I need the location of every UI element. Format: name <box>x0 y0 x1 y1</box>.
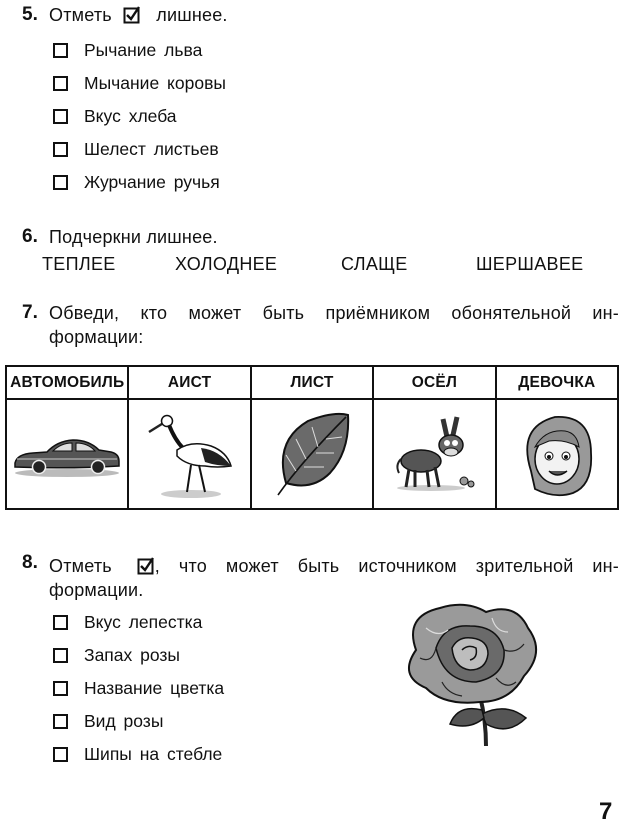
donkey-icon <box>391 415 477 493</box>
column-header: АВТОМОБИЛЬ <box>7 367 127 400</box>
column-header: ДЕВОЧКА <box>497 367 617 400</box>
table-column-donkey[interactable] <box>374 367 496 508</box>
task6-word-1[interactable]: ТЕПЛЕЕ <box>42 254 116 274</box>
task8-option-2: Запах розы <box>84 645 180 665</box>
task7-table <box>5 365 619 510</box>
task8-checkbox-5[interactable] <box>53 747 68 762</box>
column-header: ОСЁЛ <box>374 367 494 400</box>
task5-option-3: Вкус хлеба <box>84 106 177 126</box>
table-column-stork[interactable] <box>129 367 251 508</box>
task5-suffix: лишнее. <box>156 5 228 25</box>
task5-checkbox-3[interactable] <box>53 109 68 124</box>
task6-word-4[interactable]: ШЕРШАВЕЕ <box>476 254 584 274</box>
task5-checkbox-4[interactable] <box>53 142 68 157</box>
girl-icon <box>515 409 599 499</box>
task7-line2: формации: <box>49 327 144 347</box>
task5-option-2: Мычание коровы <box>84 73 226 93</box>
task8-checkbox-2[interactable] <box>53 648 68 663</box>
task8-prefix: Отметь <box>49 556 112 576</box>
column-header: АИСТ <box>129 367 249 400</box>
column-header: ЛИСТ <box>252 367 372 400</box>
task5-number: 5. <box>22 4 38 25</box>
task5-checkbox-5[interactable] <box>53 175 68 190</box>
checkbox-checked-icon <box>137 557 155 575</box>
task5-option-5: Журчание ручья <box>84 172 220 192</box>
task8-option-5: Шипы на стебле <box>84 744 223 764</box>
table-column-leaf[interactable] <box>252 367 374 508</box>
task6-word-3[interactable]: СЛАЩЕ <box>341 254 408 274</box>
task5-option-1: Рычание льва <box>84 40 203 60</box>
task5-option-4: Шелест листьев <box>84 139 219 159</box>
checkbox-checked-icon <box>123 6 141 24</box>
task8-line1 <box>49 556 619 577</box>
task8-number: 8. <box>22 552 38 573</box>
task8-checkbox-3[interactable] <box>53 681 68 696</box>
task6-instruction: Подчеркни лишнее. <box>49 227 218 247</box>
task6-number: 6. <box>22 226 38 247</box>
task5-prefix: Отметь <box>49 5 112 25</box>
task7-line1: Обведи, кто может быть приёмником обонятельной ин- <box>49 303 619 323</box>
stork-icon <box>145 408 235 500</box>
task5-checkbox-2[interactable] <box>53 76 68 91</box>
task5-instruction <box>49 5 228 26</box>
rose-icon <box>396 598 546 748</box>
task8-checkbox-4[interactable] <box>53 714 68 729</box>
task8-line2: формации. <box>49 580 144 600</box>
task8-checkbox-1[interactable] <box>53 615 68 630</box>
table-column-girl[interactable] <box>497 367 617 508</box>
page-number: 7 <box>599 798 613 825</box>
task8-option-4: Вид розы <box>84 711 164 731</box>
task8-option-1: Вкус лепестка <box>84 612 203 632</box>
task7-number: 7. <box>22 302 38 323</box>
task8-option-3: Название цветка <box>84 678 225 698</box>
car-icon <box>11 429 123 479</box>
task8-line1-rest: , что может быть источником зрительной ин- <box>154 556 619 576</box>
task6-word-2[interactable]: ХОЛОДНЕЕ <box>175 254 278 274</box>
leaf-icon <box>272 411 352 497</box>
table-column-car[interactable] <box>7 367 129 508</box>
task5-checkbox-1[interactable] <box>53 43 68 58</box>
